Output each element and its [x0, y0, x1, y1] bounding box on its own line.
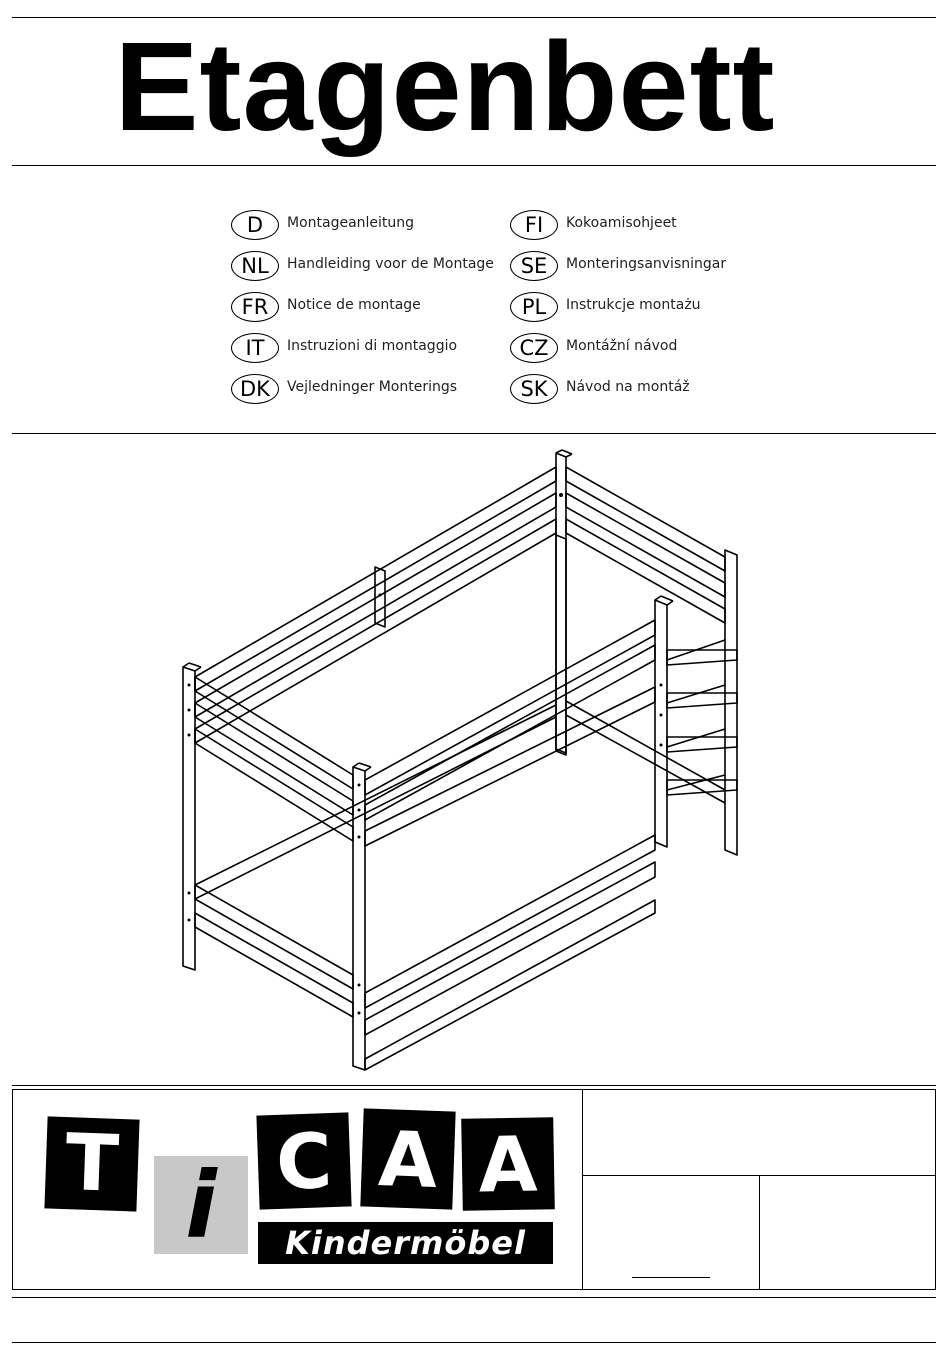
language-label: Návod na montáž [566, 379, 690, 395]
logo-letter: C [256, 1112, 351, 1209]
language-code: PL [510, 292, 558, 322]
language-label: Instrukcje montażu [566, 297, 701, 313]
language-code: NL [231, 251, 279, 281]
language-code: FI [510, 210, 558, 240]
page-title: Etagenbett [114, 16, 776, 157]
bunk-bed-illustration [170, 445, 770, 1080]
box-divider [582, 1089, 583, 1290]
signature-line [632, 1277, 710, 1278]
language-code: DK [231, 374, 279, 404]
box-divider [759, 1175, 760, 1290]
language-label: Kokoamisohjeet [566, 215, 677, 231]
language-code: D [231, 210, 279, 240]
language-label: Montageanleitung [287, 215, 415, 231]
language-label: Vejledninger Monterings [287, 379, 458, 395]
language-code: FR [231, 292, 279, 322]
title-rule [12, 165, 936, 166]
footer-rule [12, 1297, 936, 1298]
logo-letter: T [44, 1116, 139, 1211]
logo-letter: i [154, 1156, 248, 1254]
language-code: SK [510, 374, 558, 404]
languages-rule [12, 433, 936, 434]
footer-top-rule [12, 1085, 936, 1086]
language-label: Handleiding voor de Montage [287, 256, 494, 272]
logo-letter: A [360, 1108, 455, 1209]
language-code: CZ [510, 333, 558, 363]
language-label: Monteringsanvisningar [566, 256, 727, 272]
bottom-rule [12, 1342, 936, 1343]
logo-letter: A [461, 1117, 555, 1211]
logo-tagline: Kindermöbel [258, 1222, 553, 1264]
language-label: Notice de montage [287, 297, 421, 313]
language-code: IT [231, 333, 279, 363]
language-label: Instruzioni di montaggio [287, 338, 458, 354]
language-code: SE [510, 251, 558, 281]
language-label: Montážní návod [566, 338, 678, 354]
